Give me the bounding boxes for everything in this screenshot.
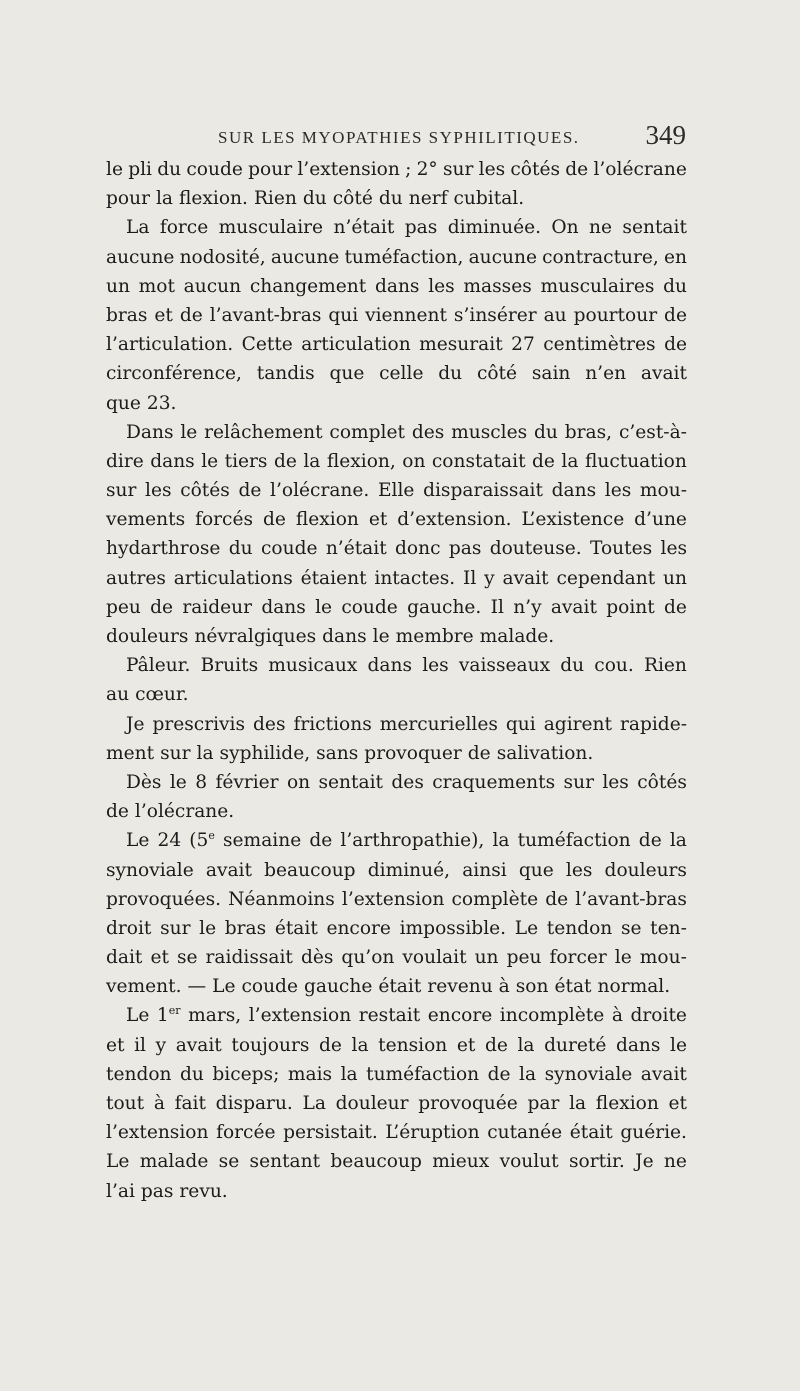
text-line: droit sur le bras était encore impossible. Le tendon se ten- bbox=[106, 917, 687, 939]
paragraph bbox=[106, 155, 687, 213]
text-line: hydarthrose du coude n’était donc pas douteuse. Toutes les bbox=[106, 538, 687, 560]
text-line: aucune nodosité, aucune tuméfaction, aucune contracture, en bbox=[106, 246, 687, 268]
text-line: le pli du coude pour l’extension ; 2° sur les côtés de l’olécrane bbox=[106, 159, 687, 180]
running-title: SUR LES MYOPATHIES SYPHILITIQUES. bbox=[218, 128, 580, 147]
paragraph bbox=[106, 418, 687, 652]
text-line: synoviale avait beaucoup diminué, ainsi que les douleurs bbox=[106, 859, 687, 881]
text-line: l’ai pas revu. bbox=[106, 1180, 228, 1202]
text-line: peu de raideur dans le coude gauche. Il n’y avait point de bbox=[106, 596, 687, 618]
paragraph bbox=[106, 651, 687, 709]
text-line: Pâleur. Bruits musicaux dans les vaisseaux du cou. Rien bbox=[126, 655, 687, 677]
text-line: un mot aucun changement dans les masses musculaires du bbox=[106, 275, 687, 297]
text-line: Le 1er mars, l’extension restait encore incomplète à droite bbox=[126, 1004, 687, 1027]
text-line: Dès le 8 février on sentait des craquements sur les côtés bbox=[126, 771, 687, 793]
text-line: La force musculaire n’était pas diminuée. On ne sentait bbox=[126, 217, 687, 239]
text-line: que 23. bbox=[106, 392, 177, 414]
text-line: circonférence, tandis que celle du côté sain n’en avait bbox=[106, 363, 687, 385]
paragraph bbox=[106, 1001, 687, 1205]
paragraph bbox=[106, 213, 687, 417]
page-number: 349 bbox=[645, 120, 686, 150]
text-line: au cœur. bbox=[106, 684, 189, 706]
text-line: Dans le relâchement complet des muscles du bras, c’est-à- bbox=[126, 421, 687, 443]
text-line: ment sur la syphilide, sans provoquer de salivation. bbox=[106, 742, 594, 764]
text-line: Le 24 (5e semaine de l’arthropathie), la tuméfaction de la bbox=[126, 829, 687, 852]
paragraph bbox=[106, 768, 687, 826]
text-line: autres articulations étaient intactes. Il y avait cependant un bbox=[106, 567, 687, 589]
text-line: dire dans le tiers de la flexion, on constatait de la fluctuation bbox=[106, 450, 687, 472]
text-line: provoquées. Néanmoins l’extension complète de l’avant-bras bbox=[106, 888, 687, 910]
text-line: dait et se raidissait dès qu’on voulait un peu forcer le mou- bbox=[106, 947, 687, 969]
paragraph bbox=[106, 710, 687, 768]
text-line: et il y avait toujours de la tension et de la dureté dans le bbox=[106, 1034, 687, 1056]
body-text bbox=[106, 155, 687, 1206]
paragraph bbox=[106, 826, 687, 1001]
page-header bbox=[106, 120, 686, 156]
text-line: de l’olécrane. bbox=[106, 801, 235, 823]
text-line: vements forcés de flexion et d’extension. L’existence d’une bbox=[106, 509, 687, 531]
text-line: l’articulation. Cette articulation mesurait 27 centimètres de bbox=[106, 334, 687, 356]
text-line: Le malade se sentant beaucoup mieux voulut sortir. Je ne bbox=[106, 1151, 687, 1173]
text-line: l’extension forcée persistait. L’éruption cutanée était guérie. bbox=[106, 1122, 687, 1144]
text-line: tout à fait disparu. La douleur provoquée par la flexion et bbox=[106, 1093, 687, 1114]
text-line: vement. — Le coude gauche était revenu à son état normal. bbox=[106, 976, 671, 998]
text-line: douleurs névralgiques dans le membre malade. bbox=[106, 626, 555, 647]
text-line: bras et de l’avant-bras qui viennent s’insérer au pourtour de bbox=[106, 304, 687, 326]
text-line: sur les côtés de l’olécrane. Elle disparaissait dans les mou- bbox=[106, 480, 687, 502]
text-line: pour la flexion. Rien du côté du nerf cubital. bbox=[106, 188, 525, 210]
text-line: Je prescrivis des frictions mercurielles qui agirent rapide- bbox=[126, 713, 687, 735]
text-line: tendon du biceps; mais la tuméfaction de la synoviale avait bbox=[106, 1063, 687, 1085]
